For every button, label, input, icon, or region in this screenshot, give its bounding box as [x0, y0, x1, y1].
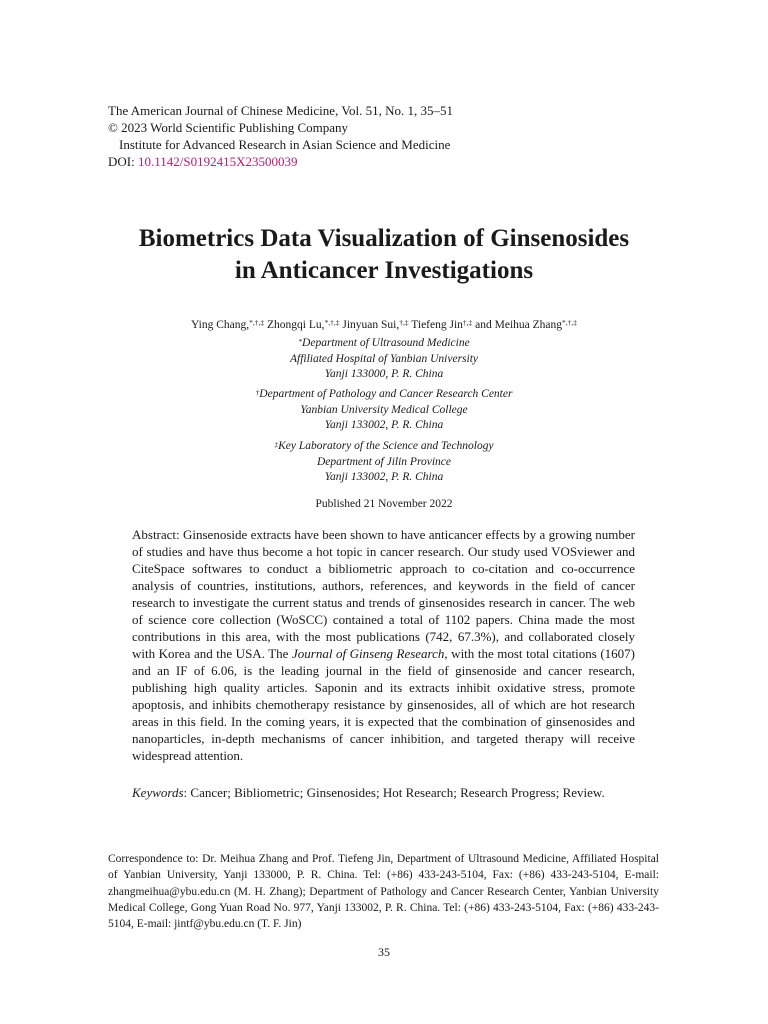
author-affil-marks: *,†,‡ — [562, 318, 578, 327]
title-line-1: Biometrics Data Visualization of Ginsenosides — [138, 225, 630, 252]
affiliation-line: Key Laboratory of the Science and Technology — [278, 440, 494, 452]
article-title — [60, 223, 708, 287]
affiliation-3 — [60, 439, 708, 486]
doi-link[interactable]: 10.1142/S0192415X23500039 — [137, 154, 298, 169]
institute-line: Institute for Advanced Research in Asian Science and Medicine — [119, 137, 451, 152]
affiliation-line: Department of Jilin Province — [316, 455, 452, 468]
affiliation-mark: * — [298, 337, 303, 346]
journal-header — [108, 102, 453, 170]
author-affil-marks: †,‡ — [462, 318, 473, 327]
author-name: and Meihua Zhang — [475, 319, 563, 331]
affiliation-line: Yanji 133002, P. R. China — [324, 419, 444, 431]
keywords-label: Keywords — [132, 785, 184, 800]
author-name: Ying Chang, — [190, 319, 250, 331]
author-affil-marks: *,†,‡ — [249, 318, 265, 327]
author-name: Jinyuan Sui, — [342, 319, 400, 331]
affiliation-line: Yanji 133000, P. R. China — [324, 368, 444, 380]
affiliation-mark: ‡ — [274, 440, 279, 449]
author-affil-marks: †,‡ — [399, 318, 409, 327]
abstract — [132, 526, 635, 764]
doi-label: DOI: — [108, 154, 135, 169]
affiliation-line: Yanji 133002, P. R. China — [324, 471, 444, 483]
affiliation-2 — [60, 387, 708, 434]
affiliation-line: Yanbian University Medical College — [300, 403, 468, 416]
affiliation-line: Department of Ultrasound Medicine — [302, 337, 470, 349]
affiliation-1 — [60, 336, 708, 383]
keywords — [132, 784, 642, 801]
keywords-text: : Cancer; Bibliometric; Ginsenosides; Hot Research; Research Progress; Review. — [183, 785, 605, 800]
published-date: Published 21 November 2022 — [315, 498, 453, 510]
abstract-text-part-2: , with the most total citations (1607) and an IF of 6.06, is the leading journal in the field of ginsenoside and cancer research, publishing high quality articles. Saponin and its extracts inhibit oxidative stress, promote apoptosis, and inhibits chemotherapy resistance by ginsenosides, all of which are hot research areas in this field. In the coming years, it is expected that the combination of ginsenosides and nanoparticles, in-depth mechanisms of cancer inhibition, and targeted therapy will receive widespread attention. — [132, 646, 635, 763]
title-line-2: in Anticancer Investigations — [234, 257, 534, 284]
page-number: 35 — [378, 945, 390, 959]
doi-line — [108, 153, 453, 170]
journal-citation: The American Journal of Chinese Medicine, Vol. 51, No. 1, 35–51 — [108, 103, 454, 118]
author-name: Tiefeng Jin — [411, 319, 463, 331]
copyright-line: © 2023 World Scientific Publishing Company — [108, 120, 349, 135]
author-name: Zhongqi Lu, — [266, 319, 325, 331]
affiliation-line: Department of Pathology and Cancer Research Center — [259, 388, 513, 400]
abstract-journal-name: Journal of Ginseng Research — [292, 646, 445, 661]
abstract-text-part-1: Abstract: Ginsenoside extracts have been shown to have anticancer effects by a growing number of studies and have thus become a hot topic in cancer research. Our study used VOSviewer and CiteSpace softwares to conduct a bibliometric approach to co-citation and co-occurrence analysis of countries, institutions, authors, references, and keywords in the field of cancer research to investigate the current status and trends of ginsenosides research in cancer. The web of science core collection (WoSCC) contained a total of 1102 papers. China made the most contributions in this area, with the most publications (742, 67.3%), and collaborated closely with Korea and the USA. The — [132, 527, 635, 661]
author-list — [60, 317, 708, 333]
correspondence-footnote: Correspondence to: Dr. Meihua Zhang and Prof. Tiefeng Jin, Department of Ultrasound Medicine, Affiliated Hospital of Yanbian University, Yanji 133000, P. R. China. Tel: (+86) 433-243-5104, Fax: (+86) 433-243-5104, E-mail: zhangmeihua@ybu.edu.cn (M. H. Zhang); Department of Pathology and Cancer Research Center, Yanbian University Medical College, Gong Yuan Road No. 977, Yanji 133002, P. R. China. Tel: (+86) 433-243-5104, Fax: (+86) 433-243-5104, E-mail: jintf@ybu.edu.cn (T. F. Jin) — [108, 853, 659, 931]
affiliation-line: Affiliated Hospital of Yanbian University — [289, 352, 479, 365]
author-affil-marks: *,†,‡ — [324, 318, 340, 327]
affiliation-mark: † — [255, 388, 260, 397]
